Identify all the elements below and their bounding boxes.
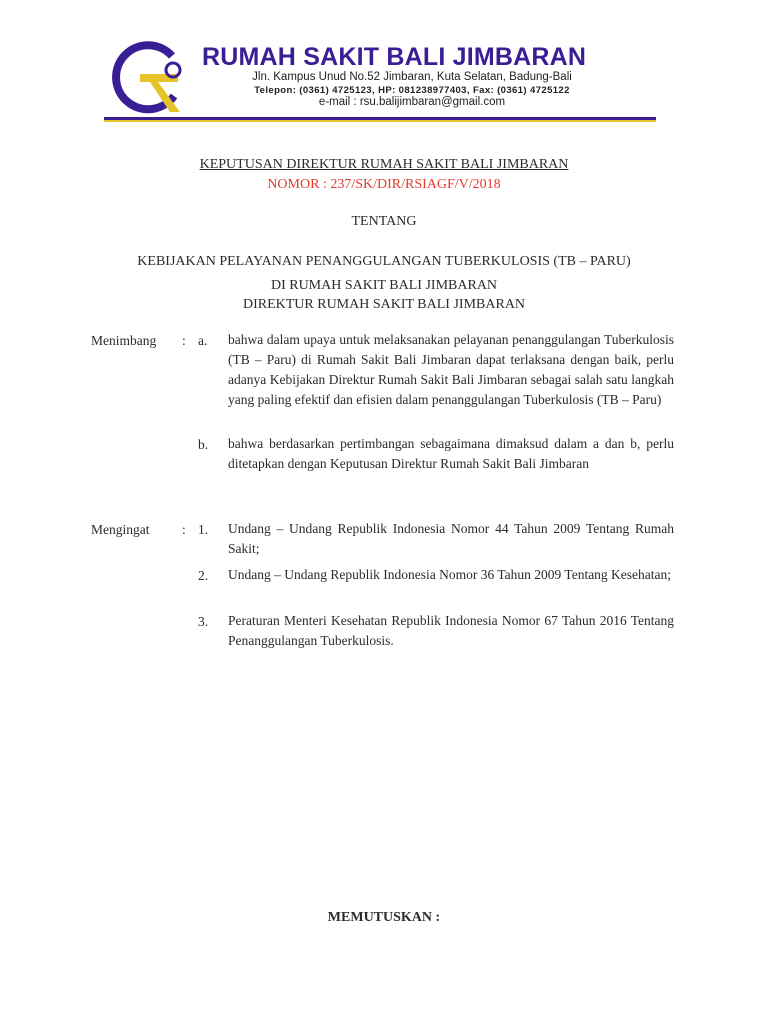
hospital-name: RUMAH SAKIT BALI JIMBARAN — [202, 43, 587, 71]
considering-marker-b: b. — [198, 437, 209, 452]
recalling-colon: : — [182, 522, 186, 537]
considering-item-a: bahwa dalam upaya untuk melaksanakan pelayanan penanggulangan Tuberkulosis (TB – Paru) di Rumah Sakit Bali Jimbaran dapat terlaksana dengan baik, perlu adanya Kebijakan Direktur Rumah Sakit Bali Jimbaran sebagai salah satu langkah yang paling efektif dan efisien dalam penanggulangan Tuberkulosis (TB – Paru) — [228, 332, 674, 407]
recalling-item-2: Undang – Undang Republik Indonesia Nomor 36 Tahun 2009 Tentang Kesehatan; — [228, 567, 672, 582]
hospital-logo-icon — [100, 40, 195, 120]
considering-item-b: bahwa berdasarkan pertimbangan sebagaimana dimaksud dalam a dan b, perlu ditetapkan dengan Keputusan Direktur Rumah Sakit Bali Jimbaran — [228, 436, 674, 471]
recalling-item-3: Peraturan Menteri Kesehatan Republik Indonesia Nomor 67 Tahun 2016 Tentang Penanggulangan Tuberkulosis. — [228, 613, 674, 648]
hospital-email: e-mail : rsu.balijimbaran@gmail.com — [318, 96, 506, 108]
policy-location: DI RUMAH SAKIT BALI JIMBARAN — [270, 278, 498, 293]
decides-heading: MEMUTUSKAN : — [327, 910, 441, 925]
considering-colon: : — [182, 333, 186, 348]
recalling-marker-2: 2. — [198, 568, 209, 583]
decree-title: KEPUTUSAN DIREKTUR RUMAH SAKIT BALI JIMBARAN — [199, 157, 569, 172]
hospital-address: Jln. Kampus Unud No.52 Jimbaran, Kuta Selatan, Badung-Bali — [252, 71, 572, 83]
recalling-label: Mengingat — [91, 522, 150, 537]
director-heading: DIREKTUR RUMAH SAKIT BALI JIMBARAN — [242, 297, 526, 312]
about-heading: TENTANG — [351, 214, 417, 229]
recalling-marker-3: 3. — [198, 614, 209, 629]
policy-title: KEBIJAKAN PELAYANAN PENANGGULANGAN TUBERKULOSIS (TB – PARU) — [137, 254, 631, 269]
decree-number: NOMOR : 237/SK/DIR/RSIAGF/V/2018 — [267, 177, 501, 192]
considering-marker-a: a. — [198, 333, 208, 348]
recalling-marker-1: 1. — [198, 522, 209, 537]
letterhead — [100, 40, 660, 124]
recalling-item-1: Undang – Undang Republik Indonesia Nomor 44 Tahun 2009 Tentang Rumah Sakit; — [228, 521, 674, 556]
hospital-phone: Telepon: (0361) 4725123, HP: 081238977403, Fax: (0361) 4725122 — [254, 85, 570, 96]
letterhead-divider-gold — [104, 120, 656, 122]
considering-label: Menimbang — [91, 333, 157, 348]
